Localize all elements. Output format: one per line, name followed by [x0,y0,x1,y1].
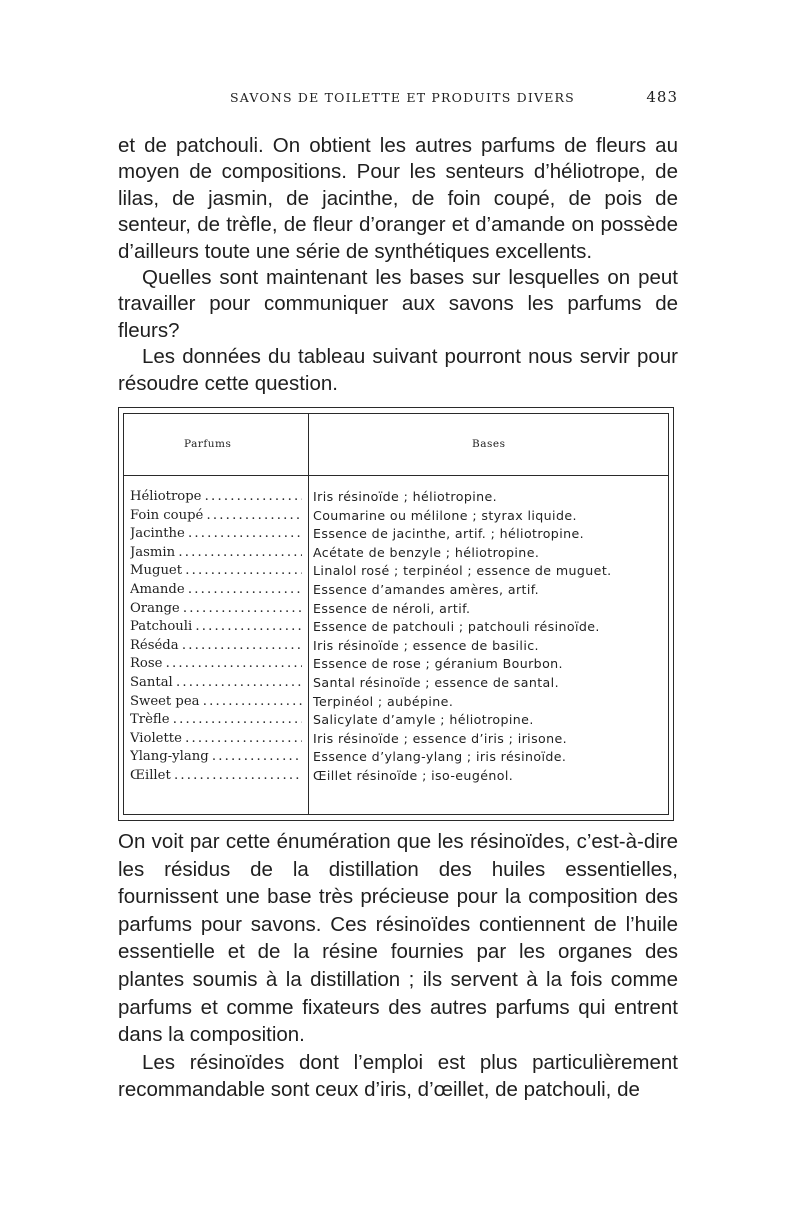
parfum-cell: Orange . . . [130,601,302,616]
table-row [124,638,668,657]
table-inner-frame [123,413,669,815]
base-cell: Santal résinoïde ; essence de santal. [313,674,559,690]
table-row [124,731,668,750]
base-cell: Iris résinoïde ; héliotropine. [313,489,498,504]
body-text-bottom [118,828,678,1104]
paragraph: On voit par cette énumération que les résinoïdes, c’est-à-dire les résidus de la distillation des huiles essentielles, fournissent une base très précieuse pour la composition des parfums pour savons. Ces résinoïdes contiennent de l’huile essentielle et de la résine fournies par les organes des plantes soumis à la distillation ; ils servent à la fois comme parfums et comme fixateurs des autres parfums qui entrent dans la composition. [118,830,678,1047]
page-number: 483 [646,88,678,106]
table-row [124,694,668,713]
table-row [124,601,668,620]
parfum-cell: Rose . . . [130,656,302,671]
parfum-cell: Foin coupé . . . [130,508,302,523]
table-row [124,563,668,582]
header-rule [124,475,668,476]
table-row [124,526,668,545]
paragraph: Quelles sont maintenant les bases sur lesquelles on peut travailler pour communiquer aux savons les parfums de fleurs? [118,266,678,342]
parfum-cell: Violette . . . [130,731,302,746]
table-row [124,545,668,564]
parfum-cell: Œillet . . . [130,768,302,783]
paragraph: Les résinoïdes dont l’emploi est plus particulièrement recommandable sont ceux d’iris, d’œillet, de patchouli, de [118,1050,678,1102]
parfum-cell: Santal . . . [130,675,302,690]
table-row [124,619,668,638]
paragraph: Les données du tableau suivant pourront nous servir pour résoudre cette question. [118,345,678,395]
body-text-top [118,133,678,397]
parfum-cell: Patchouli . . . [130,619,302,634]
table-row [124,768,668,787]
table-row [124,675,668,694]
base-cell: Linalol rosé ; terpinéol ; essence de muguet. [313,563,612,579]
table-row [124,656,668,675]
column-header-bases: Bases [472,438,506,450]
running-head [118,90,678,110]
parfum-cell: Trèfle . . . [130,712,302,727]
parfum-cell: Héliotrope . . . [130,489,302,504]
parfum-cell: Muguet . . . [130,563,302,578]
parfum-cell: Sweet pea . . . [130,694,302,709]
parfum-cell: Jasmin . . . [130,545,302,560]
base-cell: Iris résinoïde ; essence d’iris ; irisone. [313,730,568,746]
parfum-cell: Amande . . . [130,582,302,597]
table-rows [124,489,668,787]
base-cell: Salicylate d’amyle ; héliotropine. [313,712,534,728]
perfume-bases-table [118,407,674,821]
parfum-cell: Jacinthe . . . [130,526,302,541]
running-title: SAVONS DE TOILETTE ET PRODUITS DIVERS [230,90,575,105]
base-cell: Essence de néroli, artif. [313,600,471,616]
base-cell: Essence d’amandes amères, artif. [313,581,540,597]
base-cell: Coumarine ou mélilone ; styrax liquide. [313,507,577,523]
table-row [124,489,668,508]
table-row [124,582,668,601]
table-row [124,749,668,768]
base-cell: Iris résinoïde ; essence de basilic. [313,637,539,653]
table-row [124,508,668,527]
table-row [124,712,668,731]
base-cell: Essence de rose ; géranium Bourbon. [313,656,563,672]
base-cell: Essence d’ylang-ylang ; iris résinoïde. [313,749,567,765]
base-cell: Essence de jacinthe, artif. ; héliotropine. [313,526,585,542]
parfum-cell: Ylang-ylang . . . [130,749,302,764]
base-cell: Acétate de benzyle ; héliotropine. [313,544,540,560]
parfum-cell: Réséda . . . [130,638,302,653]
paragraph: et de patchouli. On obtient les autres parfums de fleurs au moyen de compositions. Pour les senteurs d’héliotrope, de lilas, de jasmin, de jacinthe, de foin coupé, de pois de senteur, de trèfle, de fleur d’oranger et d’amande on possède d’ailleurs toute une série de synthétiques excellents. [118,134,678,263]
base-cell: Œillet résinoïde ; iso-eugénol. [313,767,514,783]
base-cell: Essence de patchouli ; patchouli résinoïde. [313,619,600,635]
column-header-parfums: Parfums [184,438,232,450]
base-cell: Terpinéol ; aubépine. [313,693,454,709]
